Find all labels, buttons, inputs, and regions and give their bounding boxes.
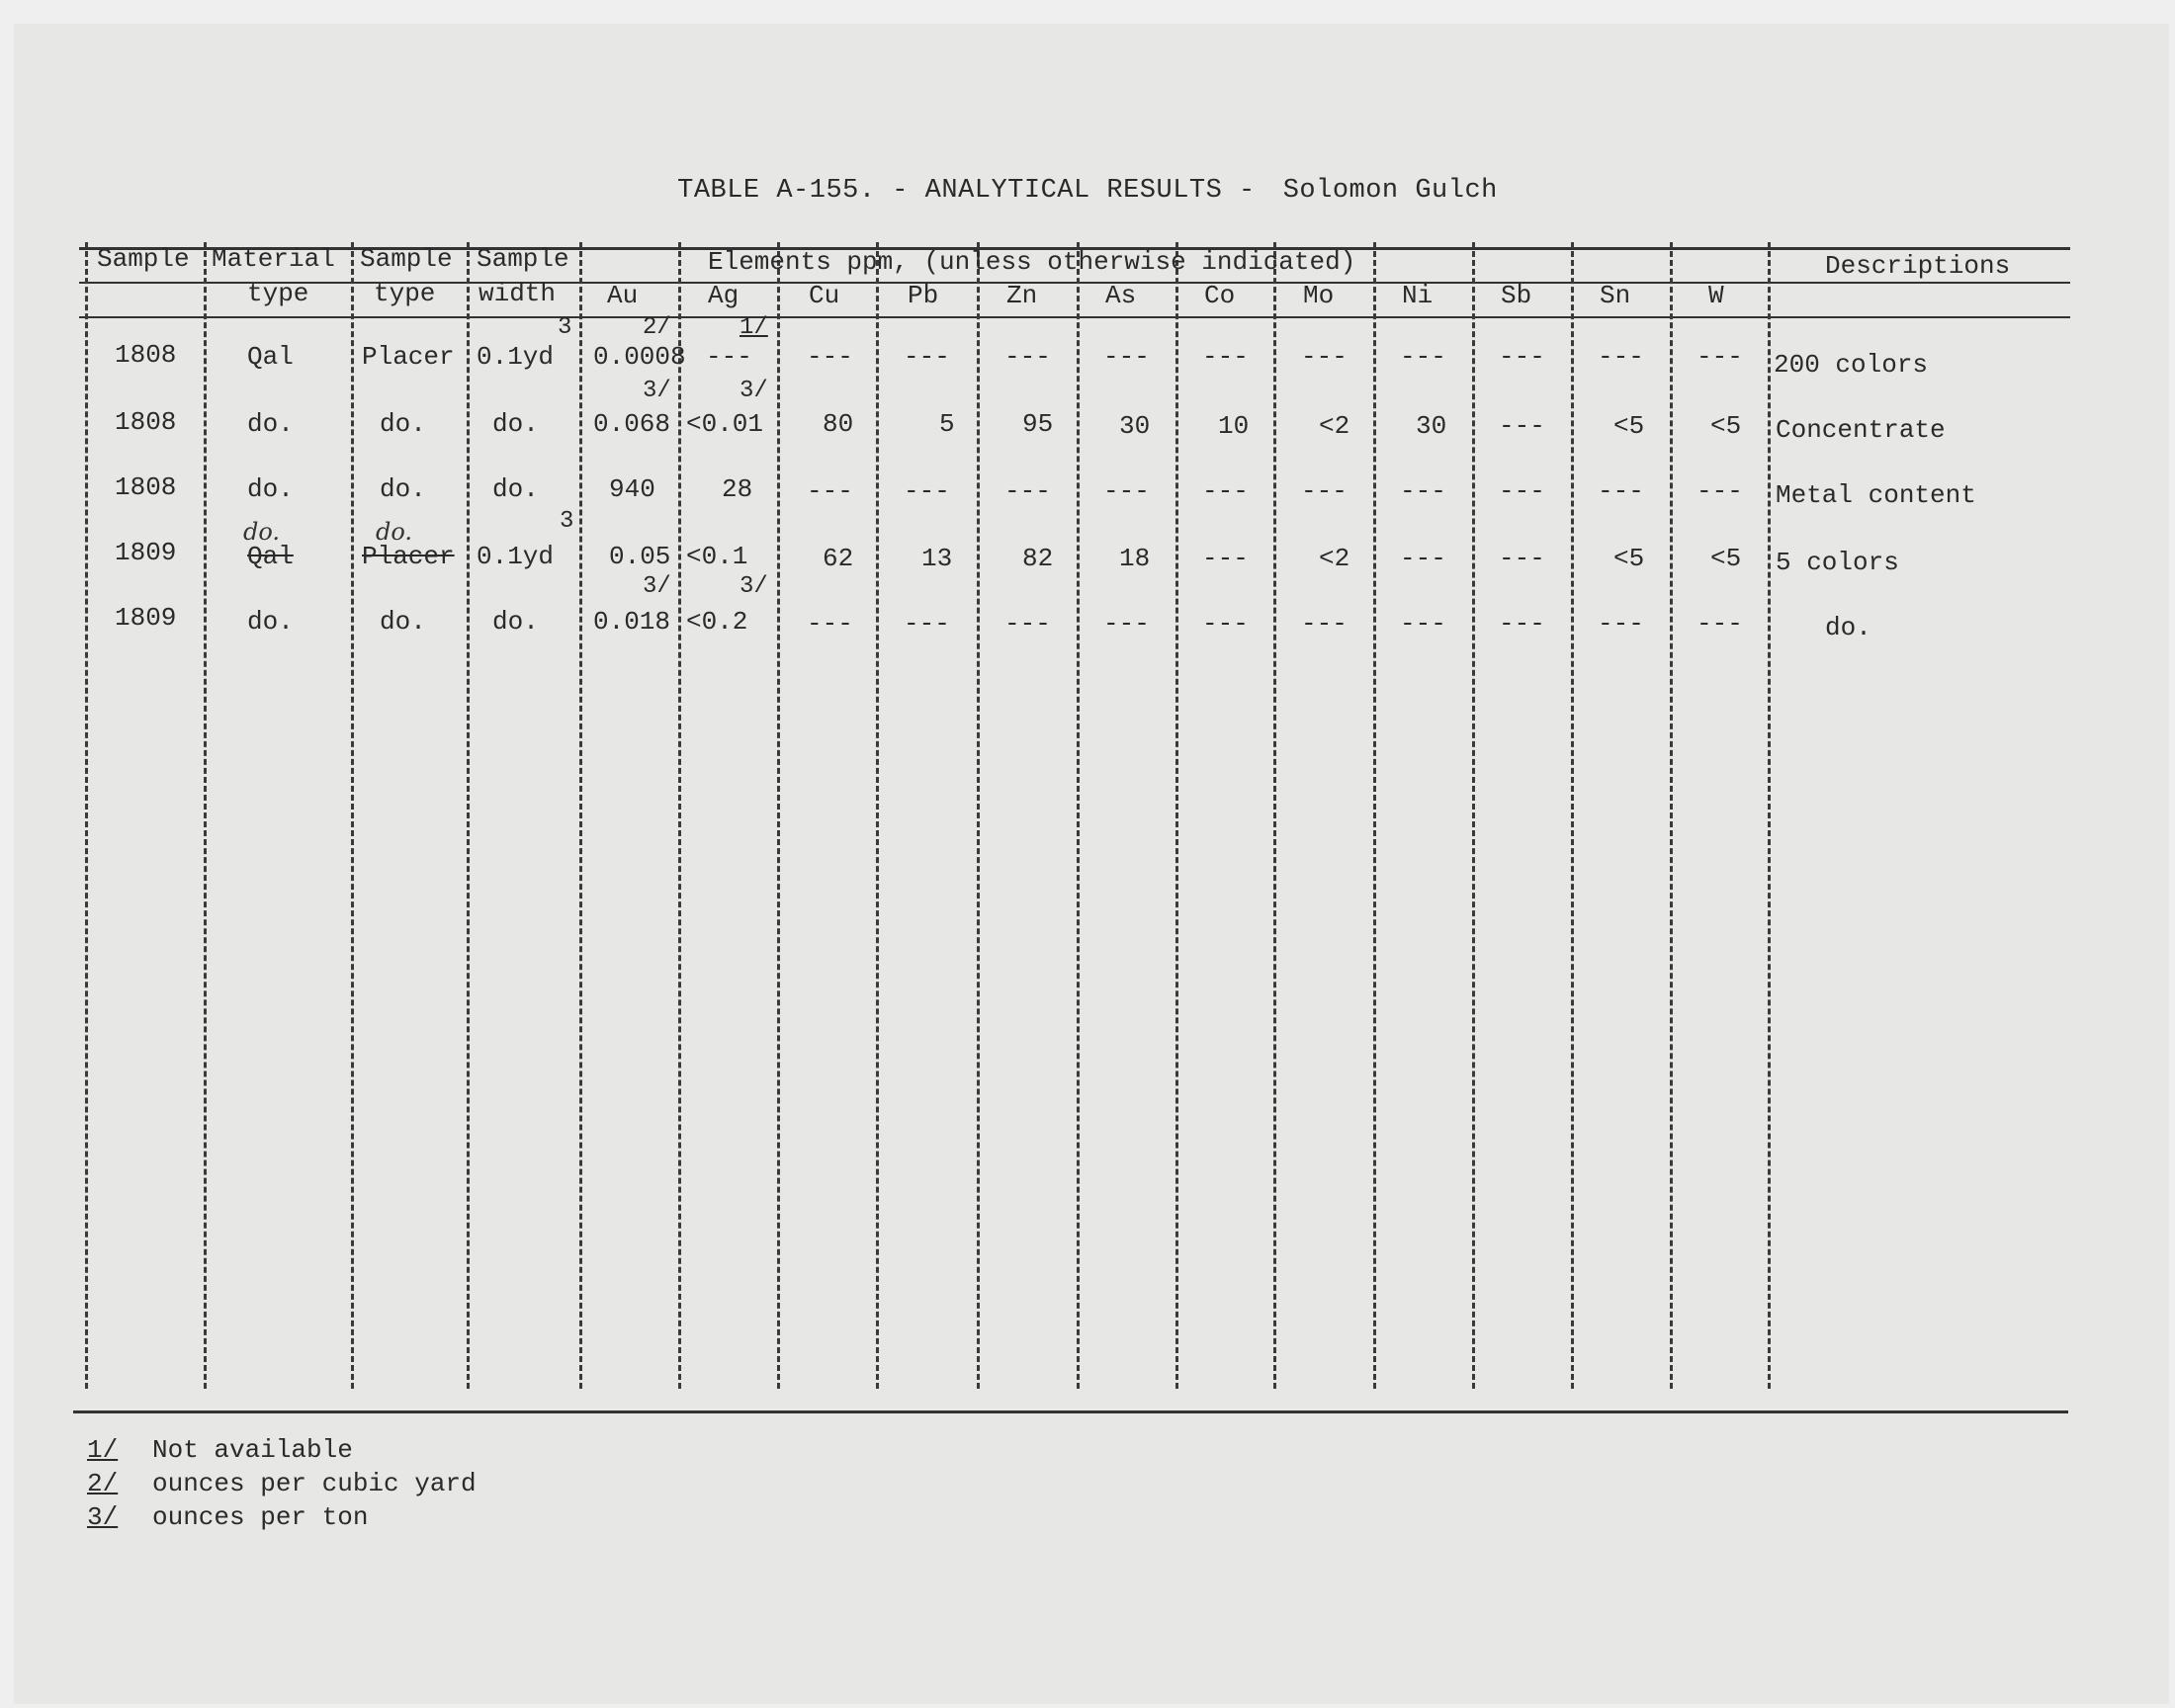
table-cell-width: 0.1yd [477,342,555,372]
header-sample: Sample [97,244,190,274]
table-cell-sn: <5 [1613,544,1645,573]
column-divider [1768,242,1771,1389]
table-cell-co: --- [1202,609,1249,639]
table-cell-zn: --- [1004,609,1051,639]
table-cell-au: 0.0008 [593,342,686,372]
header-element-w: W [1708,281,1724,310]
footnote-text: Not available [152,1435,353,1465]
column-divider [1077,242,1080,1389]
table-cell-sample: 1809 [115,603,177,633]
column-divider [351,242,354,1389]
header-element-au: Au [607,281,639,310]
table-cell-sn: <5 [1613,411,1645,441]
table-cell-description: Concentrate [1776,415,1946,445]
table-cell-mo: --- [1301,609,1348,639]
table-cell-as: --- [1103,476,1150,506]
table-cell-cu: 62 [823,544,854,573]
table-cell-ni: --- [1400,476,1446,506]
header-descriptions: Descriptions [1825,251,2011,281]
table-cell-w: <5 [1710,544,1742,573]
handwritten-correction: do. [376,518,413,546]
table-title-main: TABLE A-155. - ANALYTICAL RESULTS - [677,176,1256,206]
table-cell-cu: 80 [823,409,854,439]
footnote-text: ounces per cubic yard [152,1469,477,1498]
table-cell-cu: --- [807,476,853,506]
header-element-sb: Sb [1501,281,1532,310]
column-divider [1670,242,1673,1389]
table-cell-pb: 13 [921,544,953,573]
table-cell-as: 18 [1119,544,1151,573]
footnote-mark: 1/ [87,1435,119,1465]
header-element-co: Co [1204,281,1236,310]
header-material-2: type [247,279,309,308]
table-cell-co: 10 [1218,411,1250,441]
header-element-pb: Pb [908,281,939,310]
table-cell-type: do. [380,607,426,637]
table-title-location: Solomon Gulch [1282,176,1498,206]
table-cell-au: 0.018 [593,607,671,637]
handwritten-correction: do. [243,518,281,546]
table-cell-type: do. [380,409,426,439]
table-cell-as: 30 [1119,411,1151,441]
column-divider [977,242,980,1389]
table-cell-description: Metal content [1776,480,1976,510]
table-cell-sample: 1808 [115,472,177,502]
table-cell-sample: 1809 [115,538,177,567]
table-cell-pb: 5 [939,409,955,439]
table-cell-sb: --- [1499,342,1545,372]
header-rule-2 [79,316,2070,318]
table-cell-cu: --- [807,609,853,639]
ag-footnote-ref: 3/ [740,573,768,600]
header-elements-group: Elements ppm, (unless otherwise indicated) [708,247,1356,277]
column-divider [204,242,207,1389]
table-bottom-rule [73,1410,2068,1413]
table-cell-zn: --- [1004,342,1051,372]
header-element-zn: Zn [1006,281,1038,310]
table-cell-au: 0.068 [593,409,671,439]
footnote-mark: 3/ [87,1502,119,1532]
table-cell-as: --- [1103,342,1150,372]
table-cell-w: --- [1696,342,1743,372]
column-divider [1175,242,1178,1389]
table-cell-sn: --- [1598,476,1644,506]
table-cell-material: do. [247,474,294,504]
footnotes [87,1433,477,1534]
header-element-cu: Cu [809,281,840,310]
table-cell-au: 0.05 [609,542,671,571]
table-cell-material: Qal [247,542,294,571]
table-cell-ag: --- [706,342,752,372]
table-cell-type: Placer [362,542,455,571]
table-cell-pb: --- [904,342,950,372]
header-sample-type-2: type [374,279,436,308]
table-cell-mo: --- [1301,342,1348,372]
column-divider [467,242,470,1389]
width-superscript: 3 [560,508,574,535]
footnote [87,1433,477,1467]
table-cell-co: --- [1202,544,1249,573]
header-element-as: As [1105,281,1137,310]
table-cell-width: do. [492,607,539,637]
table-cell-zn: 95 [1022,409,1054,439]
table-cell-ag: <0.2 [686,607,748,637]
column-divider [1571,242,1574,1389]
table-cell-description: 5 colors [1776,548,1899,577]
table-cell-ag: <0.01 [686,409,764,439]
table-cell-description: do. [1825,613,1871,642]
table-cell-mo: <2 [1319,411,1350,441]
column-divider [85,242,88,1389]
table-cell-ni: --- [1400,544,1446,573]
column-divider [876,242,879,1389]
table-cell-width: 0.1yd [477,542,555,571]
column-divider [678,242,681,1389]
table-cell-sample: 1808 [115,407,177,437]
column-divider [777,242,780,1389]
au-footnote-ref: 2/ [643,314,671,341]
table-cell-pb: --- [904,609,950,639]
table-cell-material: do. [247,607,294,637]
column-divider [1472,242,1475,1389]
footnote-mark: 2/ [87,1469,119,1498]
table-cell-sn: --- [1598,609,1644,639]
ag-footnote-ref: 1/ [740,314,768,341]
table-cell-sb: --- [1499,476,1545,506]
footnote [87,1500,477,1534]
column-divider [1373,242,1376,1389]
table-cell-co: --- [1202,342,1249,372]
header-element-sn: Sn [1600,281,1631,310]
table-cell-w: --- [1696,476,1743,506]
column-divider [1273,242,1276,1389]
header-element-mo: Mo [1303,281,1335,310]
header-sample-width-2: width [478,279,557,308]
table-cell-description: 200 colors [1774,350,1929,380]
table-cell-sn: --- [1598,342,1644,372]
table-cell-w: --- [1696,609,1743,639]
table-cell-sb: --- [1499,544,1545,573]
table-cell-mo: --- [1301,476,1348,506]
table-cell-material: do. [247,409,294,439]
au-footnote-ref: 3/ [643,573,671,600]
ag-footnote-ref: 3/ [740,378,768,404]
table-cell-ag: <0.1 [686,542,748,571]
width-superscript: 3 [558,314,572,341]
table-cell-au: 940 [609,474,655,504]
au-footnote-ref: 3/ [643,378,671,404]
table-title [0,176,2175,206]
table-cell-type: Placer [362,342,455,372]
table-cell-zn: --- [1004,476,1051,506]
footnote-text: ounces per ton [152,1502,369,1532]
table-cell-as: --- [1103,609,1150,639]
table-cell-width: do. [492,474,539,504]
table-cell-zn: 82 [1022,544,1054,573]
table-cell-co: --- [1202,476,1249,506]
table-cell-sb: --- [1499,609,1545,639]
header-element-ni: Ni [1402,281,1434,310]
header-material-1: Material [212,244,335,274]
table-cell-sample: 1808 [115,340,177,370]
table-cell-ni: --- [1400,609,1446,639]
table-cell-mo: <2 [1319,544,1350,573]
table-cell-ag: 28 [722,474,753,504]
table-cell-type: do. [380,474,426,504]
header-sample-width-1: Sample [477,244,569,274]
table-cell-pb: --- [904,476,950,506]
table-cell-ni: 30 [1416,411,1447,441]
footnote [87,1467,477,1500]
header-sample-type-1: Sample [360,244,453,274]
table-cell-ni: --- [1400,342,1446,372]
column-divider [579,242,582,1389]
table-cell-sb: --- [1499,411,1545,441]
header-element-ag: Ag [708,281,740,310]
table-cell-material: Qal [247,342,294,372]
table-cell-cu: --- [807,342,853,372]
table-cell-width: do. [492,409,539,439]
table-cell-w: <5 [1710,411,1742,441]
